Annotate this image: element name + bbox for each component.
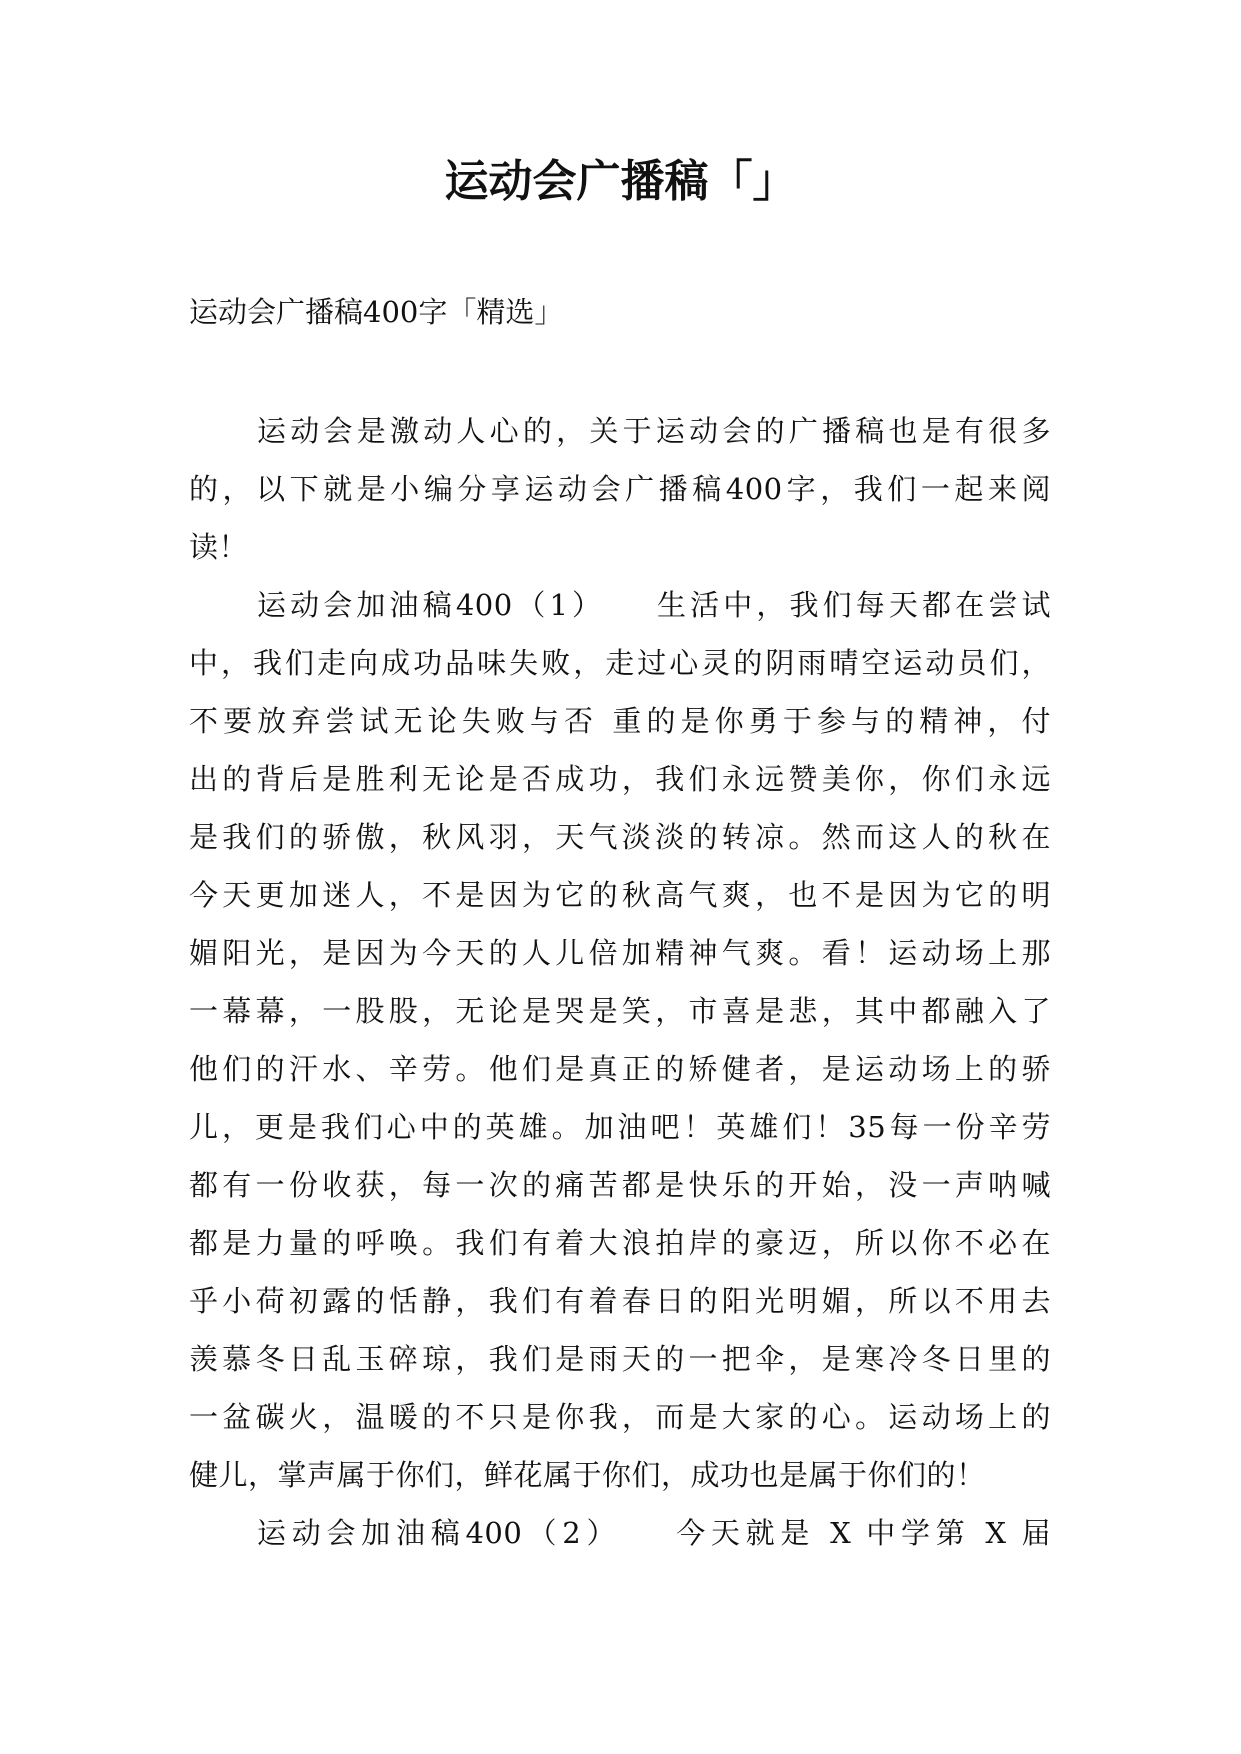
- text-line: 一盆碳火，温暖的不只是你我，而是大家的心。运动场上的: [189, 1400, 1051, 1434]
- article-body: [189, 402, 1051, 1562]
- text-line: 乎小荷初露的恬静，我们有着春日的阳光明媚，所以不用去: [189, 1284, 1051, 1318]
- text-line: 一幕幕，一股股，无论是哭是笑，市喜是悲，其中都融入了: [189, 994, 1051, 1028]
- text-line: 都有一份收获，每一次的痛苦都是快乐的开始，没一声呐喊: [189, 1168, 1051, 1202]
- text-line: 他们的汗水、辛劳。他们是真正的矫健者，是运动场上的骄: [189, 1052, 1051, 1086]
- text-line: 中，我们走向成功品味失败，走过心灵的阴雨晴空运动员们，: [189, 646, 1051, 680]
- text-line: 运动会加油稿400（2） 今天就是 X 中学第 X 届: [257, 1516, 1051, 1550]
- text-line: 媚阳光，是因为今天的人儿倍加精神气爽。看！运动场上那: [189, 936, 1051, 970]
- text-line: 运动会加油稿400（1） 生活中，我们每天都在尝试: [257, 588, 1051, 622]
- text-line: 羡慕冬日乱玉碎琼，我们是雨天的一把伞，是寒冷冬日里的: [189, 1342, 1051, 1376]
- text-line: 不要放弃尝试无论失败与否 重的是你勇于参与的精神，付: [189, 704, 1051, 738]
- text-line: 今天更加迷人，不是因为它的秋高气爽，也不是因为它的明: [189, 878, 1051, 912]
- text-line: 读！: [189, 530, 249, 564]
- text-line: 健儿，掌声属于你们，鲜花属于你们，成功也是属于你们的！: [189, 1458, 986, 1492]
- text-line: 都是力量的呼唤。我们有着大浪拍岸的豪迈，所以你不必在: [189, 1226, 1051, 1260]
- text-line: 的，以下就是小编分享运动会广播稿400字，我们一起来阅: [189, 472, 1051, 506]
- text-line: 运动会是激动人心的，关于运动会的广播稿也是有很多: [257, 414, 1051, 448]
- text-line: 出的背后是胜利无论是否成功，我们永远赞美你，你们永远: [189, 762, 1051, 796]
- document-title: 运动会广播稿「」: [444, 156, 797, 207]
- text-line: 儿，更是我们心中的英雄。加油吧！英雄们！35每一份辛劳: [189, 1110, 1051, 1144]
- text-line: 是我们的骄傲，秋风羽，天气淡淡的转凉。然而这人的秋在: [189, 820, 1051, 854]
- document-subtitle: 运动会广播稿400字「精选」: [189, 295, 564, 329]
